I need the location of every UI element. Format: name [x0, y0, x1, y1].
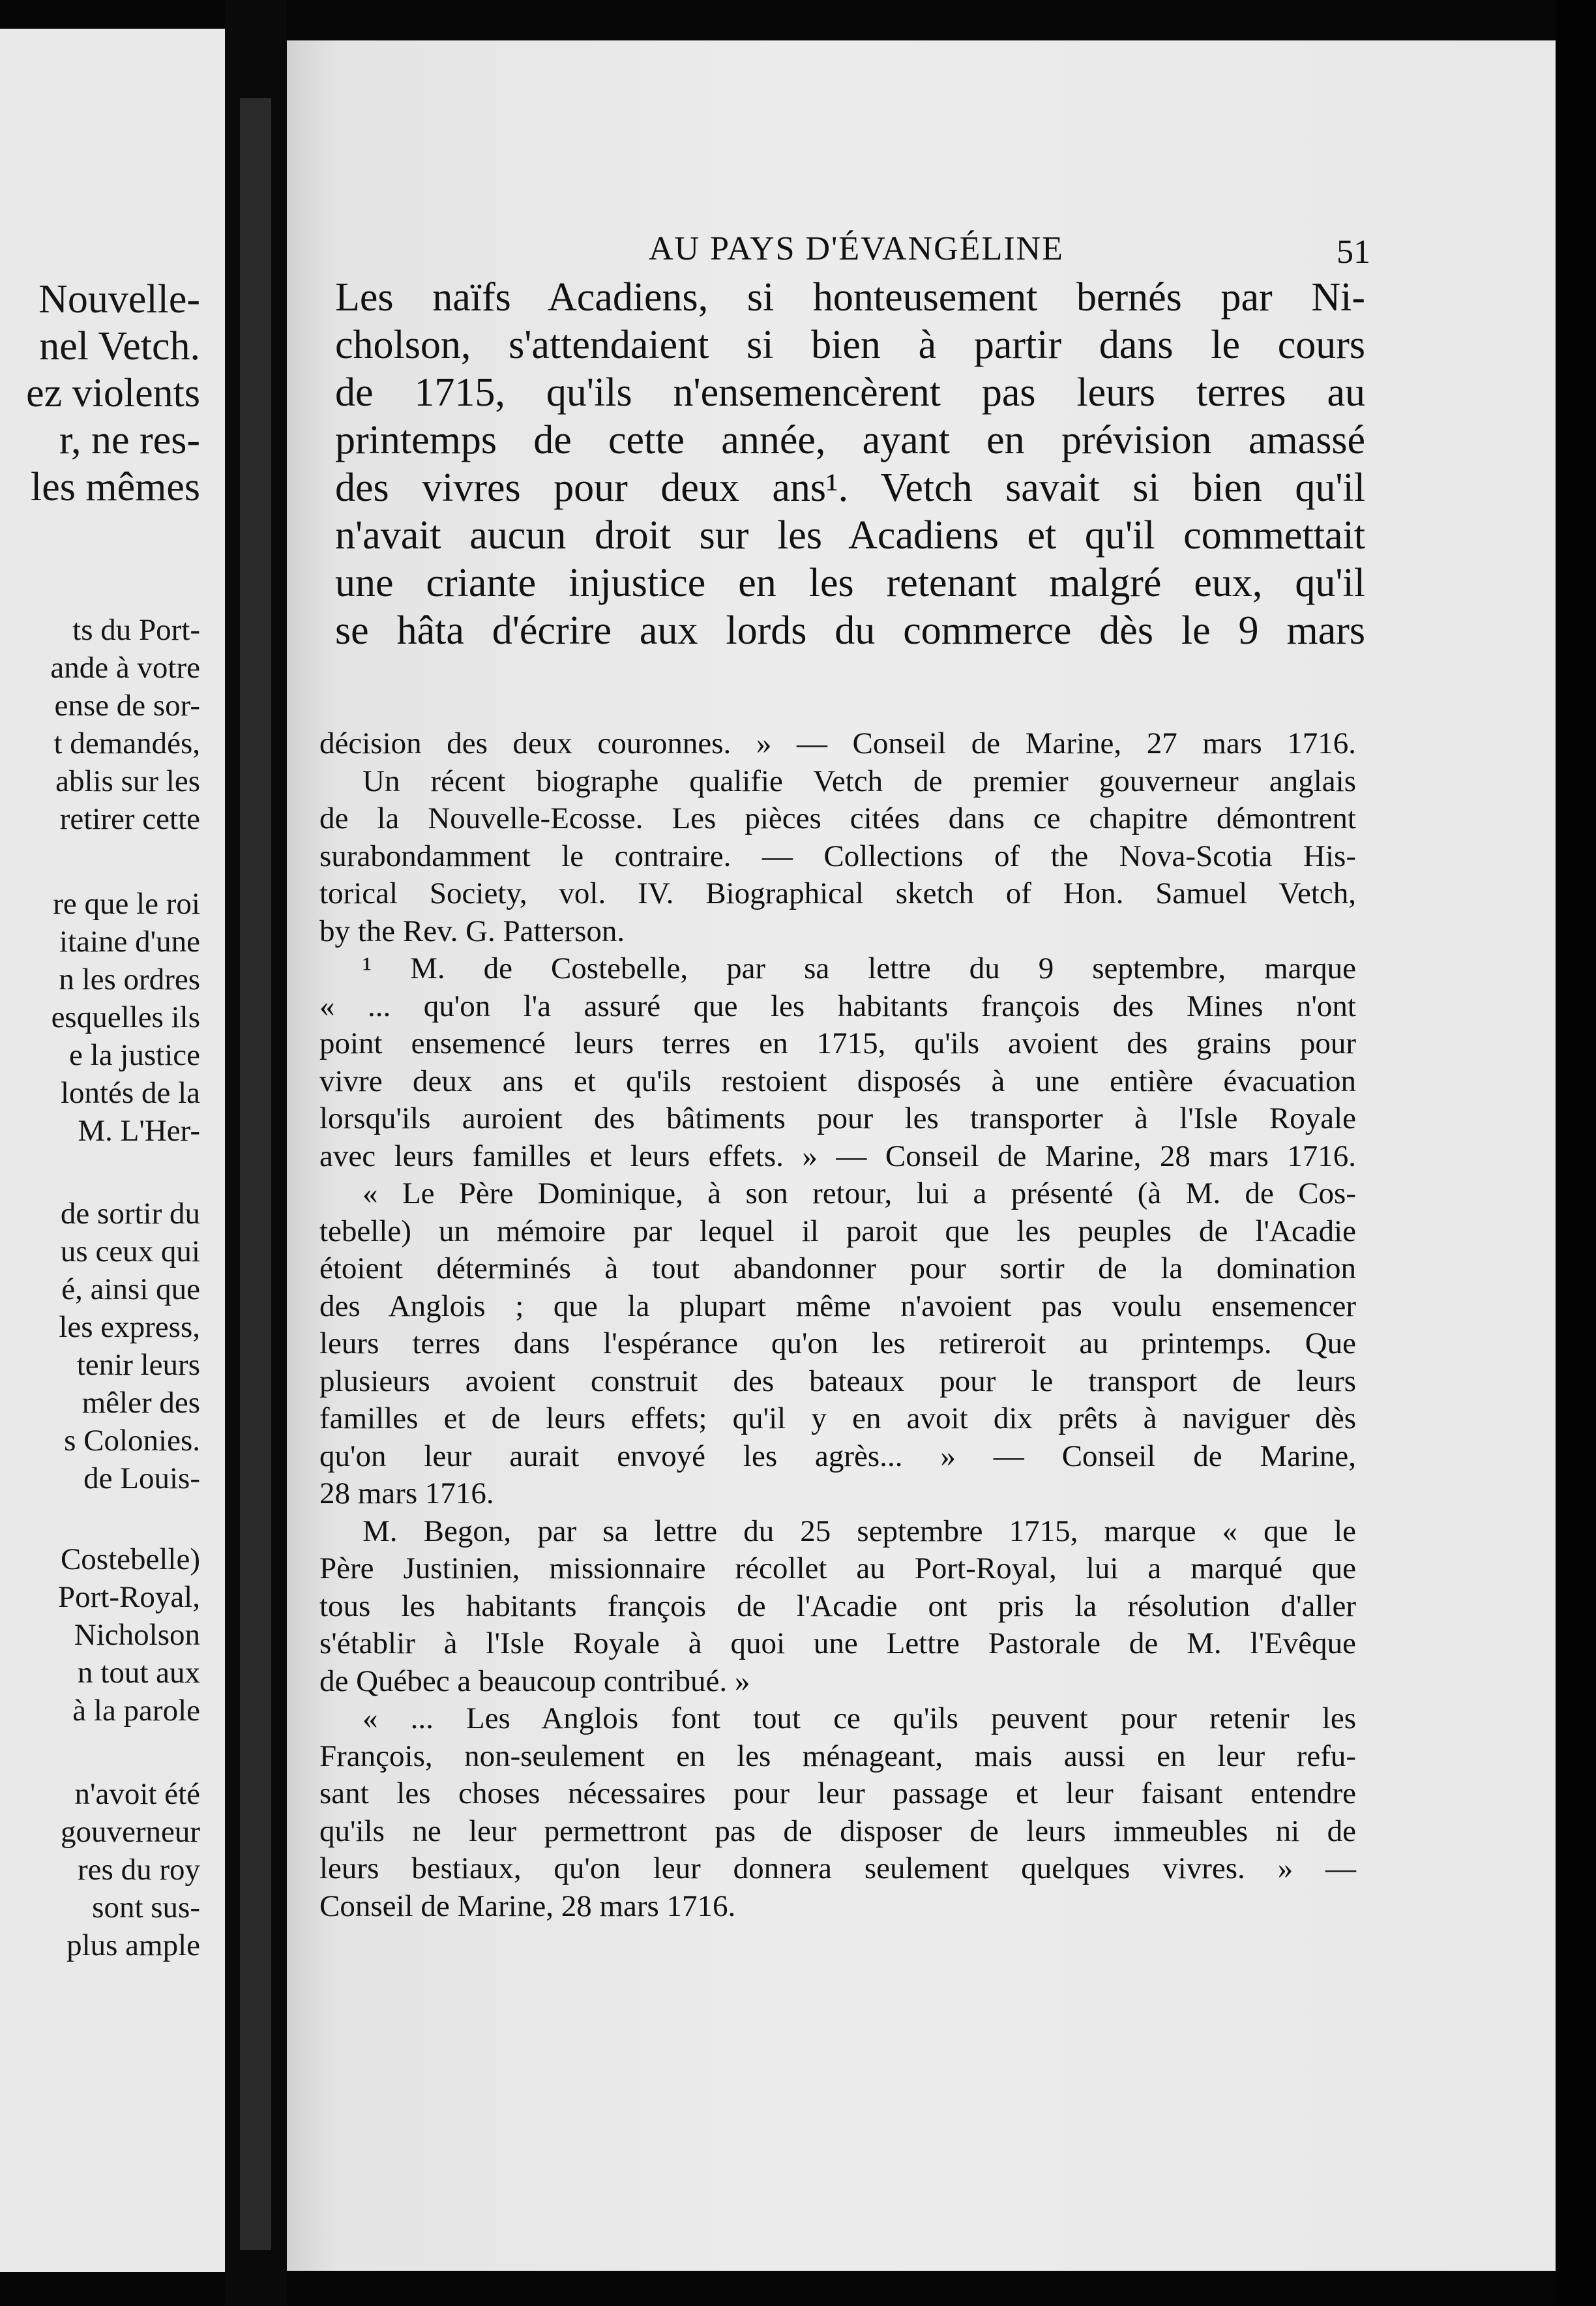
previous-page-line: n'avoit été — [74, 1777, 200, 1811]
right-edge-shadow — [1556, 0, 1596, 2306]
body-line: des vivres pour deux ans¹. Vetch savait si bien qu'il — [335, 466, 1365, 510]
footnote-line: de Québec a beaucoup contribué. » — [319, 1664, 750, 1698]
footnote-line: surabondamment le contraire. — Collections of the Nova-Scotia His- — [319, 839, 1356, 873]
footnote-line: leurs bestiaux, qu'on leur donnera seulement quelques vivres. » — — [319, 1851, 1356, 1885]
previous-page-line: us ceux qui — [60, 1235, 200, 1268]
previous-page-line: s Colonies. — [64, 1424, 200, 1458]
top-margin-shadow — [287, 0, 1556, 40]
previous-page-line: ablis sur les — [55, 764, 200, 798]
footnote-line: Un récent biographe qualifie Vetch de premier gouverneur anglais — [362, 764, 1356, 798]
body-line: Les naïfs Acadiens, si honteusement bernés par Ni- — [335, 275, 1365, 320]
previous-page-line: lontés de la — [60, 1076, 200, 1110]
previous-page-line: tenir leurs — [76, 1348, 200, 1382]
previous-page-line: retirer cette — [59, 802, 200, 836]
footnote-line: étoient déterminés à tout abandonner pour sortir de la domination — [319, 1251, 1356, 1285]
footnote-line: torical Society, vol. IV. Biographical sketch of Hon. Samuel Vetch, — [319, 876, 1356, 910]
previous-page-line: Port-Royal, — [57, 1580, 200, 1614]
previous-page-line: plus ample — [66, 1928, 200, 1962]
body-line: de 1715, qu'ils n'ensemencèrent pas leurs terres au — [335, 370, 1365, 415]
footnote-line: François, non-seulement en les ménageant, mais aussi en leur refu- — [319, 1739, 1356, 1773]
previous-page-line: à la parole — [72, 1694, 200, 1728]
previous-page-line: ez violents — [26, 371, 200, 415]
previous-page-line: esquelles ils — [51, 1000, 200, 1034]
footnote-line: s'établir à l'Isle Royale à quoi une Lettre Pastorale de M. l'Evêque — [319, 1626, 1356, 1660]
footnote-line: Père Justinien, missionnaire récollet au Port-Royal, lui a marqué que — [319, 1551, 1356, 1585]
body-line: une criante injustice en les retenant malgré eux, qu'il — [335, 561, 1365, 605]
previous-page-fragment — [0, 29, 225, 2272]
running-head: AU PAYS D'ÉVANGÉLINE — [649, 230, 1064, 267]
footnote-line: leurs terres dans l'espérance qu'on les retireroit au printemps. Que — [319, 1326, 1356, 1360]
previous-page-line: Nouvelle- — [38, 277, 200, 322]
footnote-line: qu'on leur aurait envoyé les agrès... » — Conseil de Marine, — [319, 1439, 1356, 1473]
previous-page-line: sont sus- — [92, 1891, 200, 1924]
previous-page-line: t demandés, — [53, 726, 200, 760]
previous-page-line: nel Vetch. — [39, 324, 200, 368]
previous-page-line: gouverneur — [60, 1815, 200, 1849]
previous-page-line: les express, — [59, 1310, 200, 1344]
previous-page-line: de sortir du — [60, 1197, 200, 1231]
footnote-line: M. Begon, par sa lettre du 25 septembre 1715, marque « que le — [362, 1514, 1356, 1548]
previous-page-line: ande à votre — [50, 651, 200, 685]
previous-page-line: é, ainsi que — [61, 1272, 200, 1306]
footnote-line: « Le Père Dominique, à son retour, lui a présenté (à M. de Cos- — [362, 1176, 1356, 1210]
previous-page-line: les mêmes — [31, 465, 200, 509]
footnote-line: avec leurs familles et leurs effets. » — Conseil de Marine, 28 mars 1716. — [319, 1139, 1356, 1173]
previous-page-line: n tout aux — [78, 1656, 200, 1690]
previous-page-line: Nicholson — [74, 1618, 200, 1652]
footnote-line: tebelle) un mémoire par lequel il paroit que les peuples de l'Acadie — [319, 1214, 1356, 1248]
previous-page-line: mêler des — [81, 1386, 200, 1420]
page-number: 51 — [1337, 233, 1370, 271]
footnote-line: vivre deux ans et qu'ils restoient disposés à une entière évacuation — [319, 1064, 1356, 1098]
previous-page-line: de Louis- — [83, 1461, 200, 1495]
previous-page-line: r, ne res- — [59, 418, 200, 462]
footnote-line: « ... Les Anglois font tout ce qu'ils peuvent pour retenir les — [362, 1701, 1356, 1735]
footnote-line: décision des deux couronnes. » — Conseil de Marine, 27 mars 1716. — [319, 726, 1356, 760]
footnote-line: tous les habitants françois de l'Acadie ont pris la résolution d'aller — [319, 1589, 1356, 1623]
previous-page-line: ts du Port- — [72, 613, 200, 647]
bottom-edge-shadow — [287, 2271, 1556, 2306]
previous-page-line: itaine d'une — [59, 925, 200, 959]
body-line: n'avait aucun droit sur les Acadiens et qu'il commettait — [335, 513, 1365, 558]
previous-page-line: Costebelle) — [60, 1542, 200, 1576]
previous-page-line: M. L'Her- — [78, 1114, 200, 1148]
footnote-line: « ... qu'on l'a assuré que les habitants françois des Mines n'ont — [319, 989, 1356, 1023]
book-page — [287, 40, 1556, 2271]
footnote-line: lorsqu'ils auroient des bâtiments pour les transporter à l'Isle Royale — [319, 1101, 1356, 1135]
footnote-line: qu'ils ne leur permettront pas de disposer de leurs immeubles ni de — [319, 1814, 1356, 1848]
footnote-line: ¹ M. de Costebelle, par sa lettre du 9 septembre, marque — [362, 951, 1356, 985]
footnote-line: plusieurs avoient construit des bateaux pour le transport de leurs — [319, 1364, 1356, 1398]
footnote-line: by the Rev. G. Patterson. — [319, 914, 625, 948]
previous-page-line: re que le roi — [53, 887, 200, 921]
footnote-line: familles et de leurs effets; qu'il y en avoit dix prêts à naviguer dès — [319, 1401, 1356, 1435]
body-line: cholson, s'attendaient si bien à partir dans le cours — [335, 323, 1365, 367]
previous-page-line: e la justice — [69, 1038, 200, 1072]
previous-page-line: ense de sor- — [54, 689, 200, 723]
footnote-line: Conseil de Marine, 28 mars 1716. — [319, 1889, 736, 1923]
footnote-line: point ensemencé leurs terres en 1715, qu'ils avoient des grains pour — [319, 1026, 1356, 1060]
footnote-line: sant les choses nécessaires pour leur passage et leur faisant entendre — [319, 1776, 1356, 1810]
footnote-line: des Anglois ; que la plupart même n'avoient pas voulu ensemencer — [319, 1289, 1356, 1323]
body-line: printemps de cette année, ayant en prévision amassé — [335, 418, 1365, 462]
previous-page-line: res du roy — [78, 1853, 200, 1887]
footnote-line: de la Nouvelle-Ecosse. Les pièces citées dans ce chapitre démontrent — [319, 801, 1356, 835]
previous-page-line: n les ordres — [59, 963, 200, 996]
footnote-line: 28 mars 1716. — [319, 1476, 494, 1510]
footnotes-block — [319, 725, 1356, 1925]
body-line: se hâta d'écrire aux lords du commerce dès le 9 mars — [335, 608, 1365, 653]
main-body-text — [335, 274, 1365, 655]
gutter-shadow — [240, 98, 271, 2250]
